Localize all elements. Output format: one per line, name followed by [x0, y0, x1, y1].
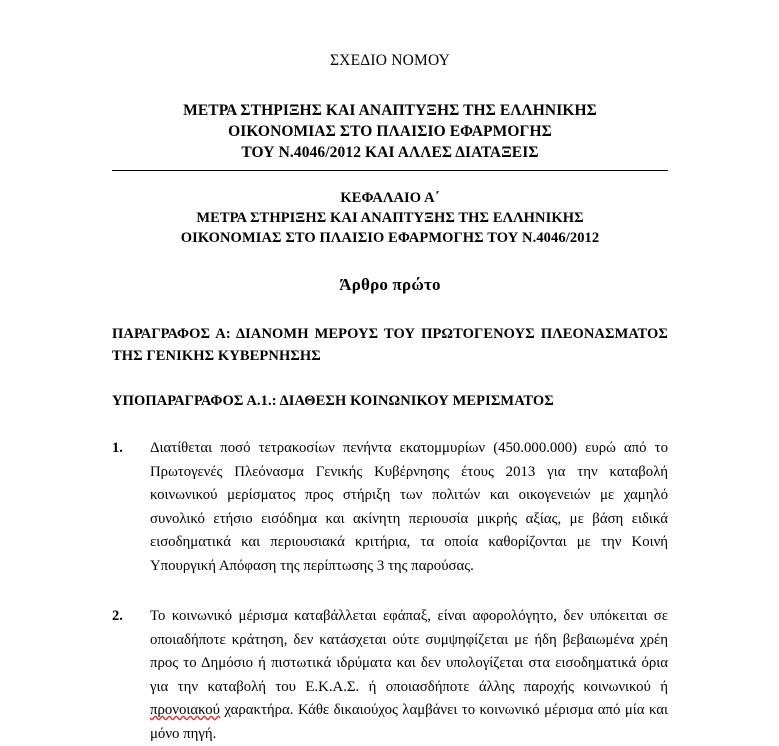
main-title-line-1: ΜΕΤΡΑ ΣΤΗΡΙΞΗΣ ΚΑΙ ΑΝΑΠΤΥΞΗΣ ΤΗΣ ΕΛΛΗΝΙΚΗΣ	[183, 102, 597, 119]
misspelled-word[interactable]: προνοιακού	[150, 702, 220, 718]
chapter-heading-line-1: ΚΕΦΑΛΑΙΟ Α΄	[340, 190, 440, 206]
list-item	[112, 437, 668, 578]
list-item-text: Διατίθεται ποσό τετρακοσίων πενήντα εκατομμυρίων (450.000.000) ευρώ από το Πρωτογενές Πλεόνασμα Γενικής Κυβέρνησης έτους 2013 για την καταβολή κοινωνικού μερίσματος προς στήριξη των πολιτών και οικογενειών με χαμηλό συνολικό ετήσιο εισόδημα και ακίνητη περιουσία μικρής αξίας, με βάση ειδικά εισοδηματικά και περιουσιακά κριτήρια, τα οποία καθορίζονται με την Κοινή Υπουργική Απόφαση της περίπτωσης 3 της παρούσας.	[150, 440, 668, 574]
paragraph-a-heading: ΠΑΡΑΓΡΑΦΟΣ Α: ΔΙΑΝΟΜΗ ΜΕΡΟΥΣ ΤΟΥ ΠΡΩΤΟΓΕΝΟΥΣ ΠΛΕΟΝΑΣΜΑΤΟΣ ΤΗΣ ΓΕΝΙΚΗΣ ΚΥΒΕΡΝΗΣΗΣ	[112, 326, 668, 364]
list-item-text-after-misspelling: χαρακτήρα. Κάθε δικαιούχος λαμβάνει το κοινωνικό μέρισμα από μία και μόνο πηγή.	[150, 702, 668, 742]
main-title-line-3: ΤΟΥ Ν.4046/2012 ΚΑΙ ΑΛΛΕΣ ΔΙΑΤΑΞΕΙΣ	[241, 144, 539, 161]
chapter-heading-line-2: ΜΕΤΡΑ ΣΤΗΡΙΞΗΣ ΚΑΙ ΑΝΑΠΤΥΞΗΣ ΤΗΣ ΕΛΛΗΝΙΚΗΣ	[196, 210, 584, 226]
chapter-heading	[112, 188, 668, 248]
main-title-line-2: ΟΙΚΟΝΟΜΙΑΣ ΣΤΟ ΠΛΑΙΣΙΟ ΕΦΑΡΜΟΓΗΣ	[228, 123, 552, 140]
list-item-text-before-misspelling: Το κοινωνικό μέρισμα καταβάλλεται εφάπαξ, είναι αφορολόγητο, δεν υπόκειται σε οποιαδήποτε κράτηση, δεν κατάσχεται ούτε συμψηφίζεται με ήδη βεβαιωμένα χρέη προς το Δημόσιο ή πιστωτικά ιδρύματα και δεν υπολογίζεται στα εισοδηματικά όρια για την καταβολή του Ε.Κ.Α.Σ. ή οποιασδήποτε άλλης παροχής κοινωνικού ή	[150, 608, 668, 695]
main-title	[112, 100, 668, 163]
list-item-marker: 2.	[112, 608, 123, 624]
title-divider-rule	[112, 170, 668, 171]
subparagraph-a1-heading: ΥΠΟΠΑΡΑΓΡΑΦΟΣ Α.1.: ΔΙΑΘΕΣΗ ΚΟΙΝΩΝΙΚΟΥ ΜΕΡΙΣΜΑΤΟΣ	[112, 393, 554, 409]
document-type-heading: ΣΧΕΔΙΟ ΝΟΜΟΥ	[329, 52, 451, 69]
chapter-heading-line-3: ΟΙΚΟΝΟΜΙΑΣ ΣΤΟ ΠΛΑΙΣΙΟ ΕΦΑΡΜΟΓΗΣ ΤΟΥ Ν.4046/2012	[180, 230, 600, 246]
list-item	[112, 605, 668, 746]
list-item-marker: 1.	[112, 440, 123, 456]
numbered-paragraph-list	[112, 437, 668, 746]
document-content-column	[112, 0, 668, 746]
article-heading: Άρθρο πρώτο	[339, 275, 441, 294]
